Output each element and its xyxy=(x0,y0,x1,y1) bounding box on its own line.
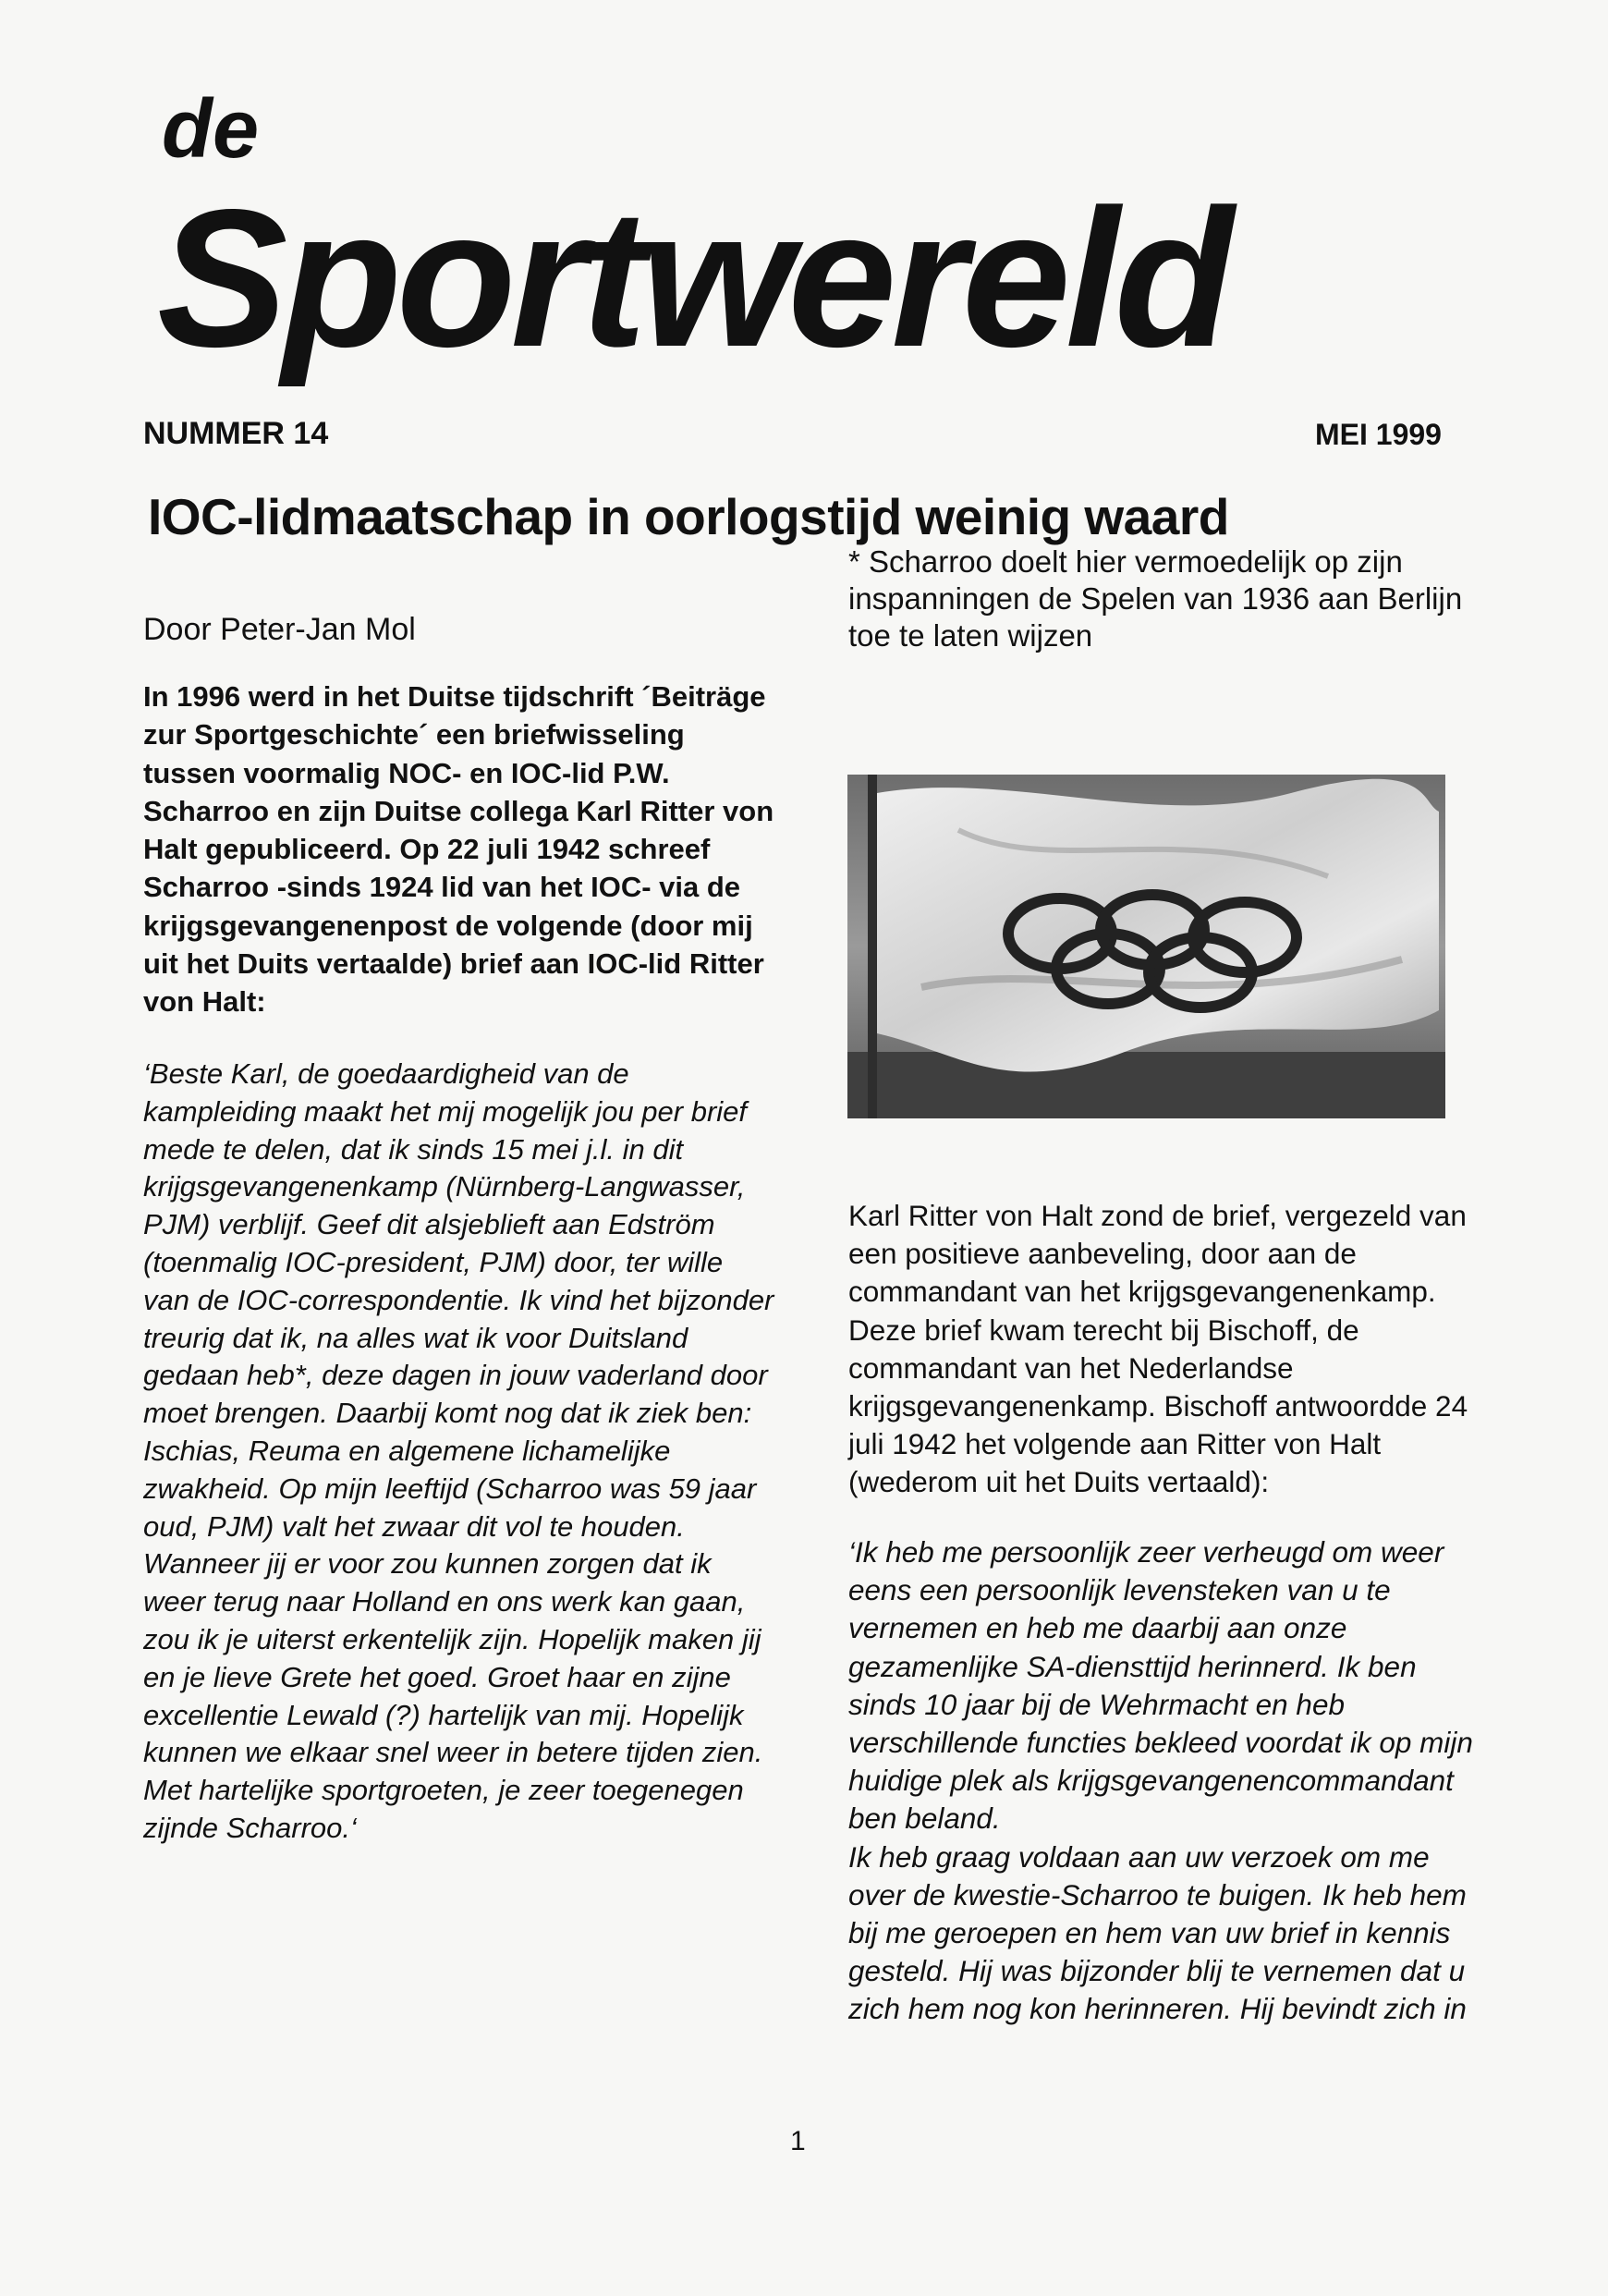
article-intro: In 1996 werd in het Duitse tijdschrift ´Beiträge zur Sportgeschichte´ een briefwisseling tussen voormalig NOC- en IOC-lid P.W. Scharroo en zijn Duitse collega Karl Ritter von Halt gepubliceerd. Op 22 juli 1942 schreef Scharroo -sinds 1924 lid van het IOC- via de krijgsgevangenenpost de volgende (door mij uit het Duits vertaalde) brief aan IOC-lid Ritter von Halt: xyxy=(143,680,774,1019)
scharroo-letter-body: ‘Beste Karl, de goedaardigheid van de kampleiding maakt het mij mogelijk jou per brief mede te delen, dat ik sinds 15 mei j.l. in dit krijgsgevangenenkamp (Nürnberg-Langwasser, PJM) verblijf. Geef dit alsjeblieft aan Edström (toenmalig IOC-president, PJM) door, ter wille van de IOC-correspondentie. Ik vind het bijzonder treurig dat ik, na alles wat ik voor Duitsland gedaan heb*, deze dagen in jouw vaderland door moet brengen. Daarbij komt nog dat ik ziek ben: Ischias, Reuma en algemene lichamelijke zwakheid. Op mijn leeftijd (Scharroo was 59 jaar oud, PJM) valt het zwaar dit vol te houden. Wanneer jij er voor zou kunnen zorgen dat ik weer terug naar Holland en ons werk kan gaan, zou ik je uiterst erkentelijk zijn. Hopelijk maken jij en je lieve Grete het goed. Groet haar en zijne excellentie Lewald (?) hartelijk van mij. Hopelijk kunnen we elkaar snel weer in betere tijden zien. xyxy=(143,1057,774,1769)
masthead-title: Sportwereld xyxy=(157,168,1229,387)
bischoff-letter xyxy=(848,1533,1477,2029)
issue-number: NUMMER 14 xyxy=(143,416,329,451)
scharroo-letter-closing: Met hartelijke sportgroeten, je zeer toegenegen zijnde Scharroo.‘ xyxy=(143,1774,744,1844)
article-byline: Door Peter-Jan Mol xyxy=(143,612,416,647)
olympic-flag-image xyxy=(847,775,1445,1118)
bischoff-letter-part-1: ‘Ik heb me persoonlijk zeer verheugd om weer eens een persoonlijk levensteken van u te vernemen en heb me daarbij aan onze gezamenlijke SA-diensttijd herinnerd. Ik ben sinds 10 jaar bij de Wehrmacht en heb verschillende functies bekleed voordat ik op mijn huidige plek als krijgsgevangenencommandant ben beland. xyxy=(848,1535,1473,1836)
article-headline: IOC-lidmaatschap in oorlogstijd weinig waard xyxy=(148,488,1229,545)
bischoff-letter-part-2: Ik heb graag voldaan aan uw verzoek om me over de kwestie-Scharroo te buigen. Ik heb hem bij me geroepen en hem van uw brief in kennis gesteld. Hij was bijzonder blij te vernemen dat u zich hem nog kon herinneren. Hij bevindt zich in xyxy=(848,1839,1467,2026)
article-right-paragraph: Karl Ritter von Halt zond de brief, vergezeld van een positieve aanbeveling, door aan de commandant van het krijgsgevangenenkamp. Deze brief kwam terecht bij Bischoff, de commandant van het Nederlandse krijgsgevangenenkamp. Bischoff antwoordde 24 juli 1942 het volgende aan Ritter von Halt (wederom uit het Duits vertaald): xyxy=(848,1199,1468,1499)
page-number: 1 xyxy=(790,2126,806,2156)
olympic-flag-photo xyxy=(847,775,1445,1118)
article-footnote: * Scharroo doelt hier vermoedelijk op zijn inspanningen de Spelen van 1936 aan Berlijn toe te laten wijzen xyxy=(848,544,1463,653)
issue-date: MEI 1999 xyxy=(1315,418,1442,451)
masthead-prefix: de xyxy=(162,83,260,176)
scharroo-letter xyxy=(143,1056,776,1848)
